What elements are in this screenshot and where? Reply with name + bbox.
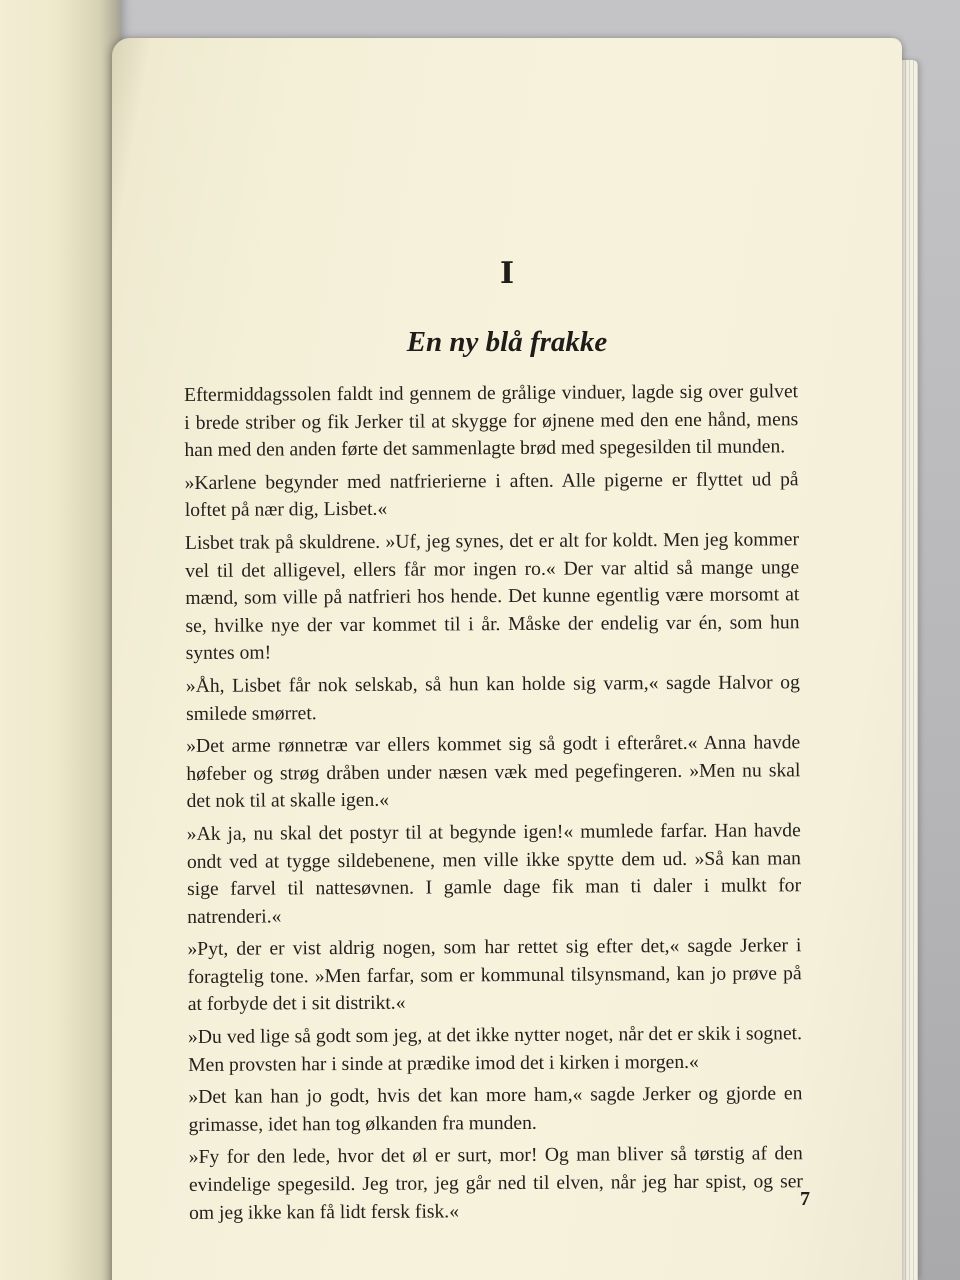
chapter-title: En ny blå frakke [406, 326, 608, 358]
previous-page [0, 0, 120, 1280]
paragraph: »Du ved lige så godt som jeg, at det ikke nytter noget, når det er skik i sognet. Men provsten har i sinde at prædike imod det i kirken i morgen.« [187, 1023, 803, 1076]
paragraph: »Karlene begynder med natfrierierne i aften. Alle pigerne er flyttet ud på loftet på nær dig, Lisbet.« [184, 469, 799, 522]
paragraph: Eftermiddagssolen faldt ind gennem de grålige vinduer, lagde sig over gulvet i brede striber og fik Jerker til at skygge for øjnene med den ene hånd, mens han med den anden førte det sammenlagte brød med spegesilden til munden. [184, 381, 799, 462]
paragraph: »Det kan han jo godt, hvis det kan more ham,« sagde Jerker og gjorde en grimasse, idet han tog ølkanden fra munden. [188, 1083, 803, 1136]
body-text [184, 378, 803, 1232]
paragraph: »Det arme rønnetræ var ellers kommet sig så godt i efteråret.« Anna havde høfeber og strøg dråben under næsen væk med pegefingeren. »Men nu skal det nok til at skalle igen.« [186, 732, 801, 813]
paragraph: Lisbet trak på skuldrene. »Uf, jeg synes, det er alt for koldt. Men jeg kommer vel til det alligevel, ellers får mor ingen ro.« Der var altid så mange unge mænd, som ville på natfrieri hos hende. Det kunne egentlig være morsomt at se, hvilke nye der var kommet til i år. Måske der endelig var én, som hun syntes om! [184, 529, 800, 665]
paragraph: »Åh, Lisbet får nok selskab, så hun kan holde sig varm,« sagde Halvor og smilede smørret. [185, 672, 800, 725]
chapter-number: I [499, 256, 515, 291]
paragraph: »Ak ja, nu skal det postyr til at begynde igen!« mumlede farfar. Han havde ondt ved at tygge sildebenene, men ville ikke spytte dem ud. »Så kan man sige farvel til nattesøvnen. I gamle dage fik man ti daler i mulkt for natrenderi.« [186, 820, 802, 928]
paragraph: »Pyt, der er vist aldrig nogen, som har rettet sig efter det,« sagde Jerker i foragtelig tone. »Men farfar, som er kommunal tilsynsmand, kan jo prøve på at forbyde det i sit distrikt.« [187, 935, 802, 1016]
paragraph: »Fy for den lede, hvor det øl er surt, mor! Og man bliver så tørstig af den evindelige spegesild. Jeg tror, jeg går ned til elven, når jeg har spist, og ser om jeg ikke kan få lidt fersk fisk.« [188, 1143, 803, 1224]
book-page [112, 38, 902, 1280]
page-number: 7 [800, 1188, 810, 1210]
